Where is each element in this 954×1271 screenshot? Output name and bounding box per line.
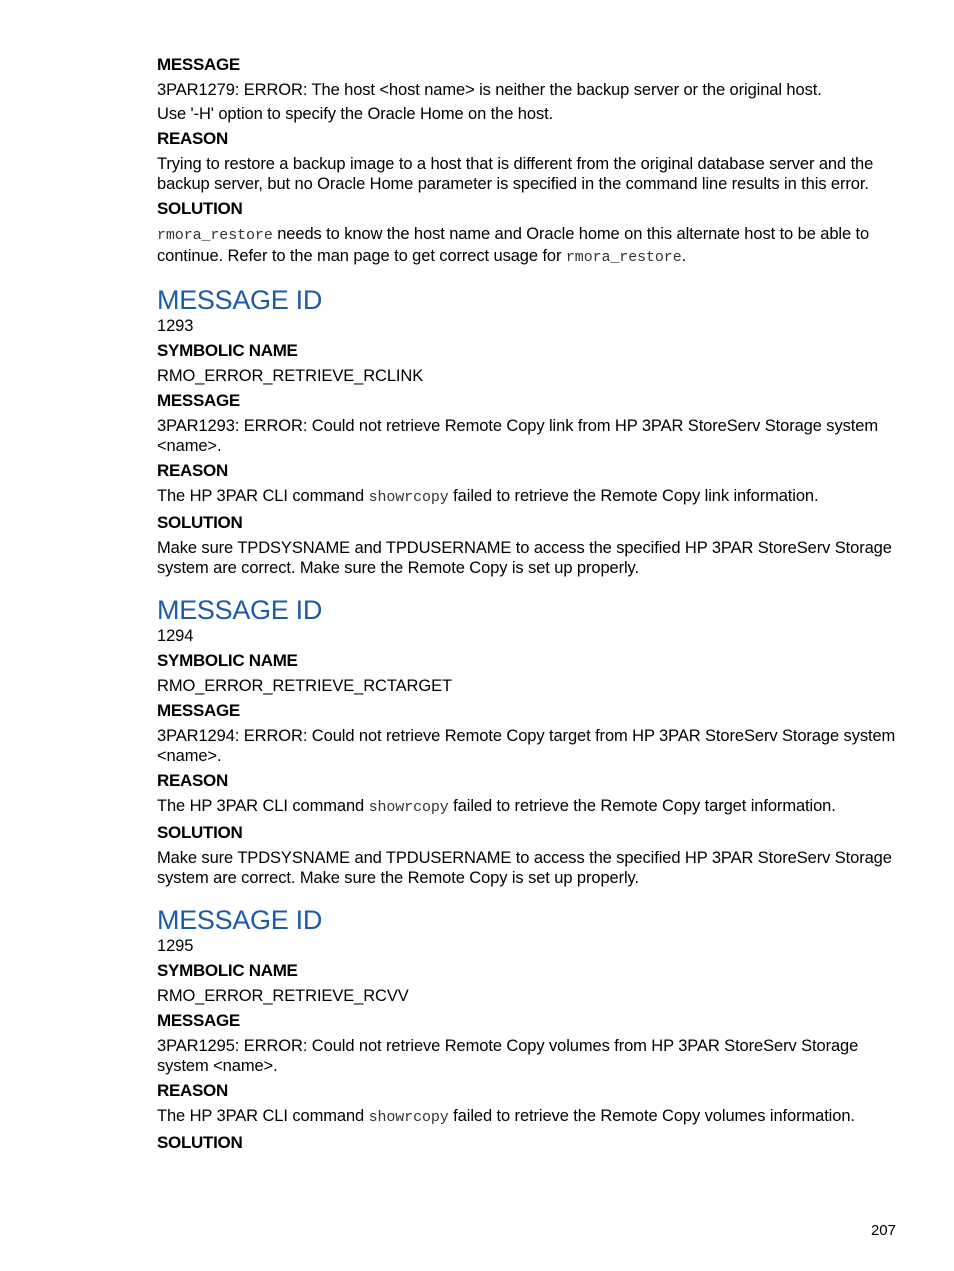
- page-number: 207: [870, 1222, 896, 1239]
- reason-text-post: failed to retrieve the Remote Copy link information.: [448, 487, 819, 505]
- code-showrcopy: showrcopy: [368, 799, 449, 816]
- symbolic-name-label: SYMBOLIC NAME: [157, 341, 298, 360]
- symbolic-name-value: RMO_ERROR_RETRIEVE_RCTARGET: [157, 677, 452, 695]
- reason-label: REASON: [157, 1081, 228, 1100]
- symbolic-name-label: SYMBOLIC NAME: [157, 651, 298, 670]
- reason-text-pre: The HP 3PAR CLI command: [157, 797, 369, 815]
- code-rmora-restore: rmora_restore: [157, 227, 273, 244]
- message-text: 3PAR1294: ERROR: Could not retrieve Remote Copy target from HP 3PAR StoreServ Storage system <name>.: [157, 727, 896, 765]
- message-id-heading: MESSAGE ID: [157, 905, 323, 935]
- reason-label: REASON: [157, 461, 228, 480]
- symbolic-name-label: SYMBOLIC NAME: [157, 961, 298, 980]
- reason-text: Trying to restore a backup image to a host that is different from the original database server and the backup server, but no Oracle Home parameter is specified in the command line results in this error.: [157, 155, 874, 193]
- message-label: MESSAGE: [157, 391, 240, 410]
- reason-text: [157, 796, 899, 818]
- message-text: 3PAR1295: ERROR: Could not retrieve Remote Copy volumes from HP 3PAR StoreServ Storage system <name>.: [157, 1037, 859, 1075]
- reason-label: REASON: [157, 771, 228, 790]
- code-rmora-restore-2: rmora_restore: [565, 249, 682, 266]
- reason-text-post: failed to retrieve the Remote Copy target information.: [448, 797, 836, 815]
- solution-label: SOLUTION: [157, 1133, 243, 1152]
- reason-label: REASON: [157, 129, 228, 148]
- solution-text: Make sure TPDSYSNAME and TPDUSERNAME to access the specified HP 3PAR StoreServ Storage system are correct. Make sure the Remote Copy is set up properly.: [157, 539, 892, 577]
- message-id-value: 1295: [157, 937, 194, 955]
- message-label: MESSAGE: [157, 701, 240, 720]
- solution-text: Make sure TPDSYSNAME and TPDUSERNAME to access the specified HP 3PAR StoreServ Storage system are correct. Make sure the Remote Copy is set up properly.: [157, 849, 892, 887]
- solution-text: [157, 224, 899, 268]
- message-id-heading: MESSAGE ID: [157, 595, 323, 625]
- reason-text-pre: The HP 3PAR CLI command: [157, 487, 369, 505]
- message-text: 3PAR1293: ERROR: Could not retrieve Remote Copy link from HP 3PAR StoreServ Storage system <name>.: [157, 417, 878, 455]
- message-id-value: 1294: [157, 627, 194, 645]
- code-showrcopy: showrcopy: [368, 1109, 449, 1126]
- reason-text: [157, 1106, 899, 1128]
- symbolic-name-value: RMO_ERROR_RETRIEVE_RCLINK: [157, 367, 424, 385]
- symbolic-name-value: RMO_ERROR_RETRIEVE_RCVV: [157, 987, 409, 1005]
- message-text: 3PAR1279: ERROR: The host <host name> is neither the backup server or the original host.: [157, 81, 822, 99]
- solution-label: SOLUTION: [157, 823, 243, 842]
- reason-text-pre: The HP 3PAR CLI command: [157, 1107, 369, 1125]
- page-content: [157, 54, 899, 1158]
- solution-text-part: needs to know the host name and Oracle home on this alternate host to be able to continue. Refer to the man page to get correct usage for: [157, 225, 870, 265]
- solution-label: SOLUTION: [157, 513, 243, 532]
- reason-text: [157, 486, 899, 508]
- code-showrcopy: showrcopy: [368, 489, 449, 506]
- solution-label: SOLUTION: [157, 199, 243, 218]
- message-id-heading: MESSAGE ID: [157, 285, 323, 315]
- message-text-line2: Use '-H' option to specify the Oracle Home on the host.: [157, 105, 554, 123]
- message-label: MESSAGE: [157, 55, 240, 74]
- message-id-value: 1293: [157, 317, 194, 335]
- message-label: MESSAGE: [157, 1011, 240, 1030]
- reason-text-post: failed to retrieve the Remote Copy volumes information.: [448, 1107, 855, 1125]
- solution-text-end: .: [681, 247, 687, 265]
